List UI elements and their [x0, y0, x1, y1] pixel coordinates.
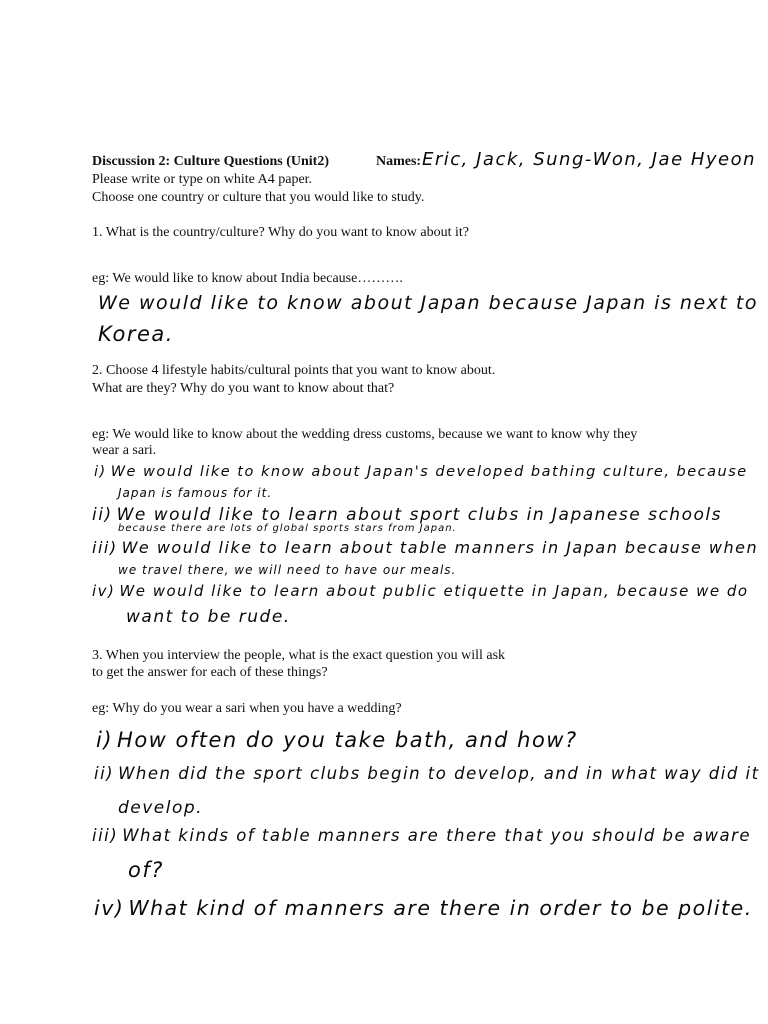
q1-answer-line-2: Korea. — [98, 322, 174, 346]
q3-question-line-1: 3. When you interview the people, what is the exact question you will ask — [92, 648, 506, 663]
q3-answer-3-line-1 — [92, 826, 751, 845]
q2-answer-4-line-1 — [92, 582, 749, 600]
q2-answer-2-text: We would like to learn about sport clubs in Japanese schools — [116, 505, 722, 525]
q3-question-line-2: to get the answer for each of these things? — [92, 665, 328, 680]
q2-answer-2-line-1 — [92, 505, 722, 525]
instruction-line-1: Please write or type on white A4 paper. — [92, 172, 313, 187]
q2-example-line-1: eg: We would like to know about the wedding dress customs, because we want to know why they — [92, 427, 638, 442]
q3-answer-1-num: i) — [96, 728, 114, 752]
q3-answer-4-text: What kind of manners are there in order to be polite. — [128, 896, 753, 920]
q3-answer-3-num: iii) — [92, 826, 119, 845]
q2-answer-3-line-2: we travel there, we will need to have our meals. — [118, 563, 457, 577]
q3-answer-4-line-1 — [94, 896, 753, 920]
q2-answer-3-line-1 — [92, 538, 758, 557]
q2-answer-1-text: We would like to know about Japan's developed bathing culture, because — [110, 464, 748, 480]
q2-answer-1-line-1 — [94, 464, 748, 480]
q2-example-line-2: wear a sari. — [92, 443, 157, 458]
q3-answer-2-line-1 — [94, 764, 760, 783]
q2-answer-4-text: We would like to learn about public etiquette in Japan, because we do — [119, 582, 749, 600]
q3-answer-3-line-2: of? — [128, 858, 164, 882]
q3-answer-1-text: How often do you take bath, and how? — [117, 728, 578, 752]
worksheet-title: Discussion 2: Culture Questions (Unit2) — [92, 154, 329, 169]
q2-answer-3-num: iii) — [92, 538, 118, 557]
q2-answer-4-num: iv) — [92, 582, 116, 600]
q2-answer-4-line-2: want to be rude. — [126, 607, 291, 627]
q2-question-line-2: What are they? Why do you want to know about that? — [92, 381, 395, 396]
q3-answer-4-num: iv) — [94, 896, 125, 920]
q2-answer-2-num: ii) — [92, 505, 113, 525]
q3-answer-2-line-2: develop. — [118, 798, 204, 818]
names-label: Names: — [376, 154, 422, 169]
q2-answer-2-line-2: because there are lots of global sports stars from Japan. — [118, 523, 457, 534]
q1-answer-line-1: We would like to know about Japan because Japan is next to — [98, 292, 758, 314]
q3-answer-1-line-1 — [96, 728, 578, 752]
q2-answer-3-text: We would like to learn about table manners in Japan because when — [121, 538, 759, 557]
q3-answer-2-text: When did the sport clubs begin to develop, and in what way did it — [118, 764, 760, 783]
q3-answer-3-text: What kinds of table manners are there that you should be aware — [122, 826, 752, 845]
q2-answer-1-num: i) — [94, 464, 107, 480]
q2-question-line-1: 2. Choose 4 lifestyle habits/cultural points that you want to know about. — [92, 363, 496, 378]
q3-answer-2-num: ii) — [94, 764, 115, 783]
q2-answer-1-line-2: Japan is famous for it. — [118, 486, 273, 500]
q1-example: eg: We would like to know about India because………. — [92, 271, 403, 286]
q1-question: 1. What is the country/culture? Why do you want to know about it? — [92, 225, 470, 240]
q3-example: eg: Why do you wear a sari when you have a wedding? — [92, 701, 402, 716]
instruction-line-2: Choose one country or culture that you would like to study. — [92, 190, 425, 205]
names-handwritten: Eric, Jack, Sung-Won, Jae Hyeon — [422, 149, 757, 170]
